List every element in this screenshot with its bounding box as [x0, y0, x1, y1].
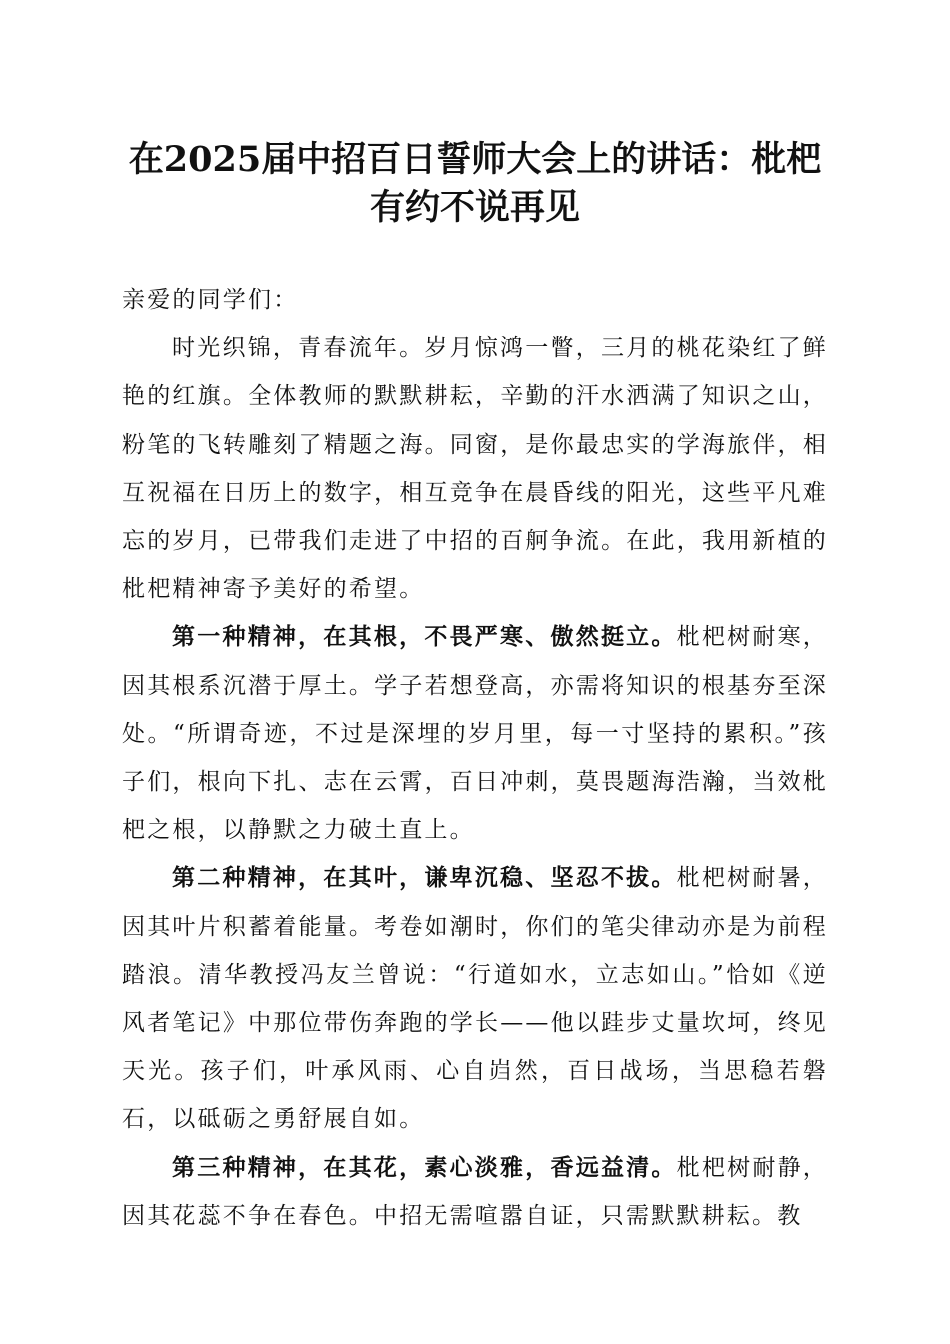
- paragraph-3: [122, 854, 828, 1143]
- document-title: [110, 136, 840, 232]
- paragraph-2-text: 枇杷树耐寒，因其根系沉潜于厚土。学子若想登高，亦需将知识的根基夯至深处。“所谓奇迹，不过是深埋的岁月里，每一寸坚持的累积。”孩子们，根向下扎、志在云霄，百日冲刺，莫畏题海浩瀚，当效枇杷之根，以静默之力破土直上。: [122, 624, 829, 844]
- paragraph-3-text: 枇杷树耐暑，因其叶片积蓄着能量。考卷如潮时，你们的笔尖律动亦是为前程踏浪。清华教授冯友兰曾说：“行道如水，立志如山。”恰如《逆风者笔记》中那位带伤奔跑的学长——他以跬步丈量坎坷，终见天光。孩子们，叶承风雨、心自岿然，百日战场，当思稳若磐石，以砥砺之勇舒展自如。: [122, 865, 829, 1133]
- paragraph-4-text: 枇杷树耐静，因其花蕊不争在春色。中招无需喧嚣自证，只需默默耕耘。教: [122, 1154, 829, 1229]
- paragraph-2: [122, 613, 828, 854]
- paragraph-1: [122, 324, 828, 613]
- paragraph-4-lead: 第三种精神，在其花，素心淡雅，香远益清。: [172, 1153, 677, 1181]
- paragraph-2-lead: 第一种精神，在其根，不畏严寒、傲然挺立。: [172, 623, 677, 651]
- title-line-2: 有约不说再见: [369, 187, 580, 228]
- document-body: [122, 276, 828, 1240]
- paragraph-4: [122, 1144, 828, 1240]
- paragraph-3-lead: 第二种精神，在其叶，谦卑沉稳、坚忍不拔。: [172, 864, 677, 892]
- paragraph-1-text: 时光织锦，青春流年。岁月惊鸿一瞥，三月的桃花染红了鲜艳的红旗。全体教师的默默耕耘，辛勤的汗水洒满了知识之山，粉笔的飞转雕刻了精题之海。同窗，是你最忠实的学海旅伴，相互祝福在日历上的数字，相互竞争在晨昏线的阳光，这些平凡难忘的岁月，已带我们走进了中招的百舸争流。在此，我用新植的枇杷精神寄予美好的希望。: [122, 335, 828, 603]
- title-line-1: 在2025届中招百日誓师大会上的讲话：枇杷: [128, 139, 822, 180]
- greeting: 亲爱的同学们：: [122, 287, 299, 313]
